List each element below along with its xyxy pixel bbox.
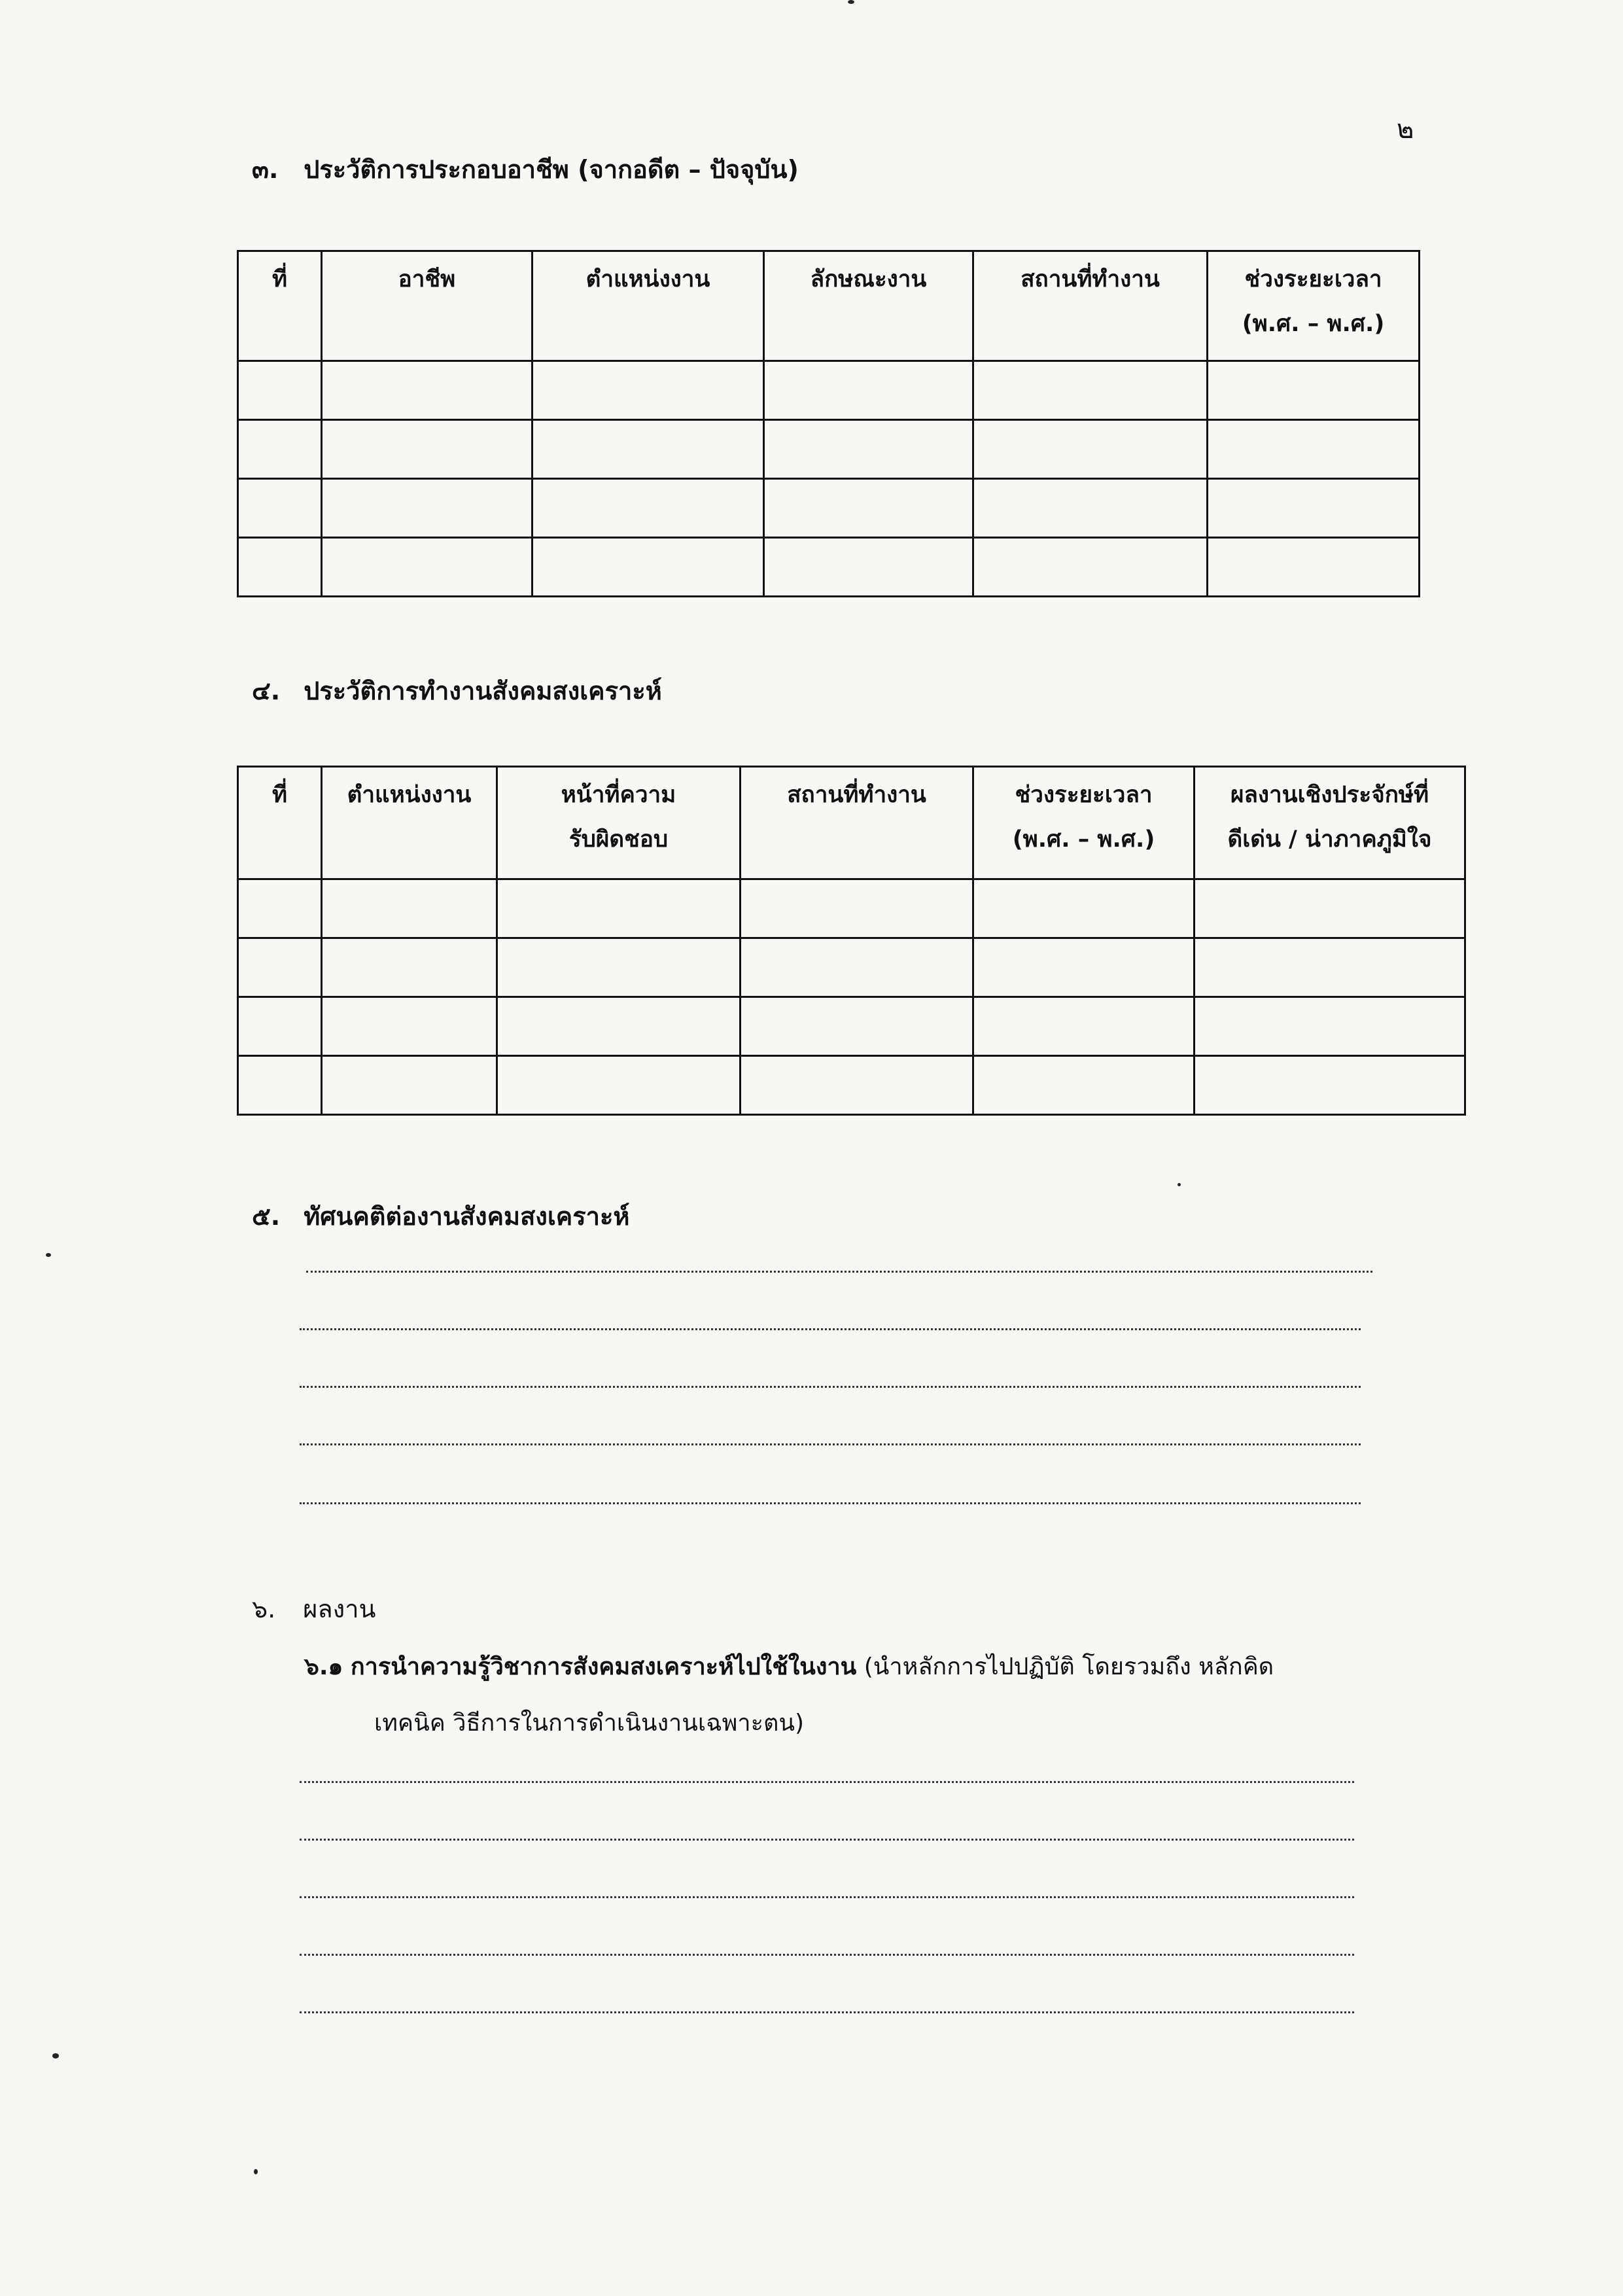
- section5-number: ๕.: [252, 1202, 281, 1231]
- col-header-achievement: [1195, 767, 1465, 879]
- table-row: [238, 479, 1420, 538]
- table-cell[interactable]: [497, 879, 741, 938]
- knowledge-answer-line[interactable]: [300, 2011, 1354, 2013]
- table-cell[interactable]: [973, 879, 1195, 938]
- table-cell[interactable]: [741, 1056, 973, 1115]
- table-cell[interactable]: [1195, 879, 1465, 938]
- col-header-no: ที่: [238, 251, 322, 361]
- table-cell[interactable]: [532, 361, 764, 420]
- col-header-position: ตำแหน่งงาน: [322, 767, 497, 879]
- attitude-answer-line[interactable]: [300, 1443, 1361, 1445]
- table-cell[interactable]: [973, 1056, 1195, 1115]
- table-cell[interactable]: [973, 538, 1208, 597]
- table-cell[interactable]: [322, 420, 532, 479]
- table-row: [238, 361, 1420, 420]
- table-cell[interactable]: [238, 420, 322, 479]
- scan-speck: [1178, 1183, 1181, 1186]
- col-header-no: ที่: [238, 767, 322, 879]
- scan-speck: [254, 2169, 258, 2174]
- table-cell[interactable]: [1195, 938, 1465, 997]
- col-header-job-nature: ลักษณะงาน: [764, 251, 973, 361]
- table-cell[interactable]: [1195, 1056, 1465, 1115]
- table-cell[interactable]: [532, 538, 764, 597]
- table-cell[interactable]: [322, 361, 532, 420]
- attitude-answer-line[interactable]: [300, 1328, 1361, 1330]
- table-cell[interactable]: [497, 1056, 741, 1115]
- section4-heading: [252, 671, 662, 711]
- section5-title: ทัศนคติต่องานสังคมสงเคราะห์: [304, 1202, 630, 1231]
- table-row: [238, 879, 1465, 938]
- section6-number: ๖.: [252, 1595, 276, 1623]
- section3-number: ๓.: [252, 155, 279, 184]
- table-cell[interactable]: [764, 538, 973, 597]
- col-header-workplace: สถานที่ทำงาน: [741, 767, 973, 879]
- table-cell[interactable]: [741, 997, 973, 1056]
- col-header-period-line2: (พ.ศ. – พ.ศ.): [1242, 311, 1385, 337]
- table-cell[interactable]: [238, 997, 322, 1056]
- section6-1-desc-line1: (นำหลักการไปปฏิบัติ โดยรวมถึง หลักคิด: [864, 1653, 1274, 1680]
- table-cell[interactable]: [973, 997, 1195, 1056]
- table-cell[interactable]: [741, 938, 973, 997]
- table-cell[interactable]: [238, 879, 322, 938]
- table-cell[interactable]: [238, 479, 322, 538]
- table-cell[interactable]: [1208, 479, 1420, 538]
- table-cell[interactable]: [322, 479, 532, 538]
- col-header-workplace: สถานที่ทำงาน: [973, 251, 1208, 361]
- col-header-period: [973, 767, 1195, 879]
- table-row: [238, 538, 1420, 597]
- col-header-responsibility-line1: หน้าที่ความ: [561, 782, 676, 808]
- col-header-period-line1: ช่วงระยะเวลา: [1015, 782, 1153, 808]
- col-header-period: [1208, 251, 1420, 361]
- section3-title: ประวัติการประกอบอาชีพ: [304, 155, 569, 184]
- attitude-answer-line[interactable]: [300, 1386, 1361, 1388]
- table-cell[interactable]: [1208, 361, 1420, 420]
- section6-1-title: การนำความรู้วิชาการสังคมสงเคราะห์ไปใช้ในงาน: [350, 1653, 857, 1680]
- page-number: ๒: [1397, 115, 1414, 145]
- table-cell[interactable]: [764, 361, 973, 420]
- section5-heading: [252, 1196, 629, 1236]
- table-row: [238, 997, 1465, 1056]
- table-cell[interactable]: [532, 420, 764, 479]
- table-cell[interactable]: [764, 479, 973, 538]
- table-row: [238, 938, 1465, 997]
- knowledge-answer-line[interactable]: [300, 1954, 1354, 1956]
- table-cell[interactable]: [973, 938, 1195, 997]
- col-header-achievement-line1: ผลงานเชิงประจักษ์ที่: [1230, 782, 1429, 808]
- attitude-answer-line[interactable]: [306, 1271, 1372, 1273]
- section4-number: ๔.: [252, 677, 281, 705]
- section6-1-heading: [304, 1648, 1274, 1685]
- table-cell[interactable]: [238, 361, 322, 420]
- table-cell[interactable]: [322, 938, 497, 997]
- col-header-period-line2: (พ.ศ. – พ.ศ.): [1012, 826, 1155, 853]
- table-cell[interactable]: [238, 938, 322, 997]
- occupation-history-table: [237, 250, 1420, 597]
- section4-title: ประวัติการทำงานสังคมสงเคราะห์: [304, 677, 662, 705]
- col-header-position: ตำแหน่งงาน: [532, 251, 764, 361]
- attitude-answer-line[interactable]: [300, 1502, 1361, 1504]
- section6-heading: [252, 1589, 376, 1629]
- table-cell[interactable]: [1195, 997, 1465, 1056]
- table-cell[interactable]: [322, 879, 497, 938]
- table-cell[interactable]: [973, 361, 1208, 420]
- table-row: [238, 420, 1420, 479]
- table-cell[interactable]: [322, 1056, 497, 1115]
- section6-title: ผลงาน: [303, 1595, 376, 1623]
- social-work-history-table: [237, 766, 1466, 1116]
- scan-speck: [848, 0, 854, 4]
- table-cell[interactable]: [322, 538, 532, 597]
- scan-speck: [46, 1253, 51, 1257]
- table-cell[interactable]: [238, 1056, 322, 1115]
- table-cell[interactable]: [741, 879, 973, 938]
- knowledge-answer-line[interactable]: [300, 1839, 1354, 1841]
- table-cell[interactable]: [1208, 538, 1420, 597]
- table-cell[interactable]: [973, 479, 1208, 538]
- section6-1-desc-line2: เทคนิค วิธีการในการดำเนินงานเฉพาะตน): [374, 1710, 804, 1737]
- table-cell[interactable]: [322, 997, 497, 1056]
- knowledge-answer-line[interactable]: [300, 1896, 1354, 1898]
- table-cell[interactable]: [497, 938, 741, 997]
- knowledge-answer-line[interactable]: [300, 1781, 1354, 1783]
- col-header-responsibility: [497, 767, 741, 879]
- table-cell[interactable]: [764, 420, 973, 479]
- col-header-occupation: อาชีพ: [322, 251, 532, 361]
- table-cell[interactable]: [238, 538, 322, 597]
- table-cell[interactable]: [1208, 420, 1420, 479]
- col-header-responsibility-line2: รับผิดชอบ: [568, 826, 669, 853]
- table-cell[interactable]: [973, 420, 1208, 479]
- table-cell[interactable]: [497, 997, 741, 1056]
- col-header-period-line1: ช่วงระยะเวลา: [1244, 266, 1382, 292]
- section6-1-number: ๖.๑: [304, 1653, 343, 1680]
- section3-note: (จากอดีต – ปัจจุบัน): [578, 155, 799, 184]
- section3-heading: [252, 149, 799, 189]
- table-cell[interactable]: [532, 479, 764, 538]
- table-row: [238, 1056, 1465, 1115]
- col-header-achievement-line2: ดีเด่น / น่าภาคภูมิใจ: [1227, 826, 1432, 853]
- scan-speck: [52, 2053, 59, 2058]
